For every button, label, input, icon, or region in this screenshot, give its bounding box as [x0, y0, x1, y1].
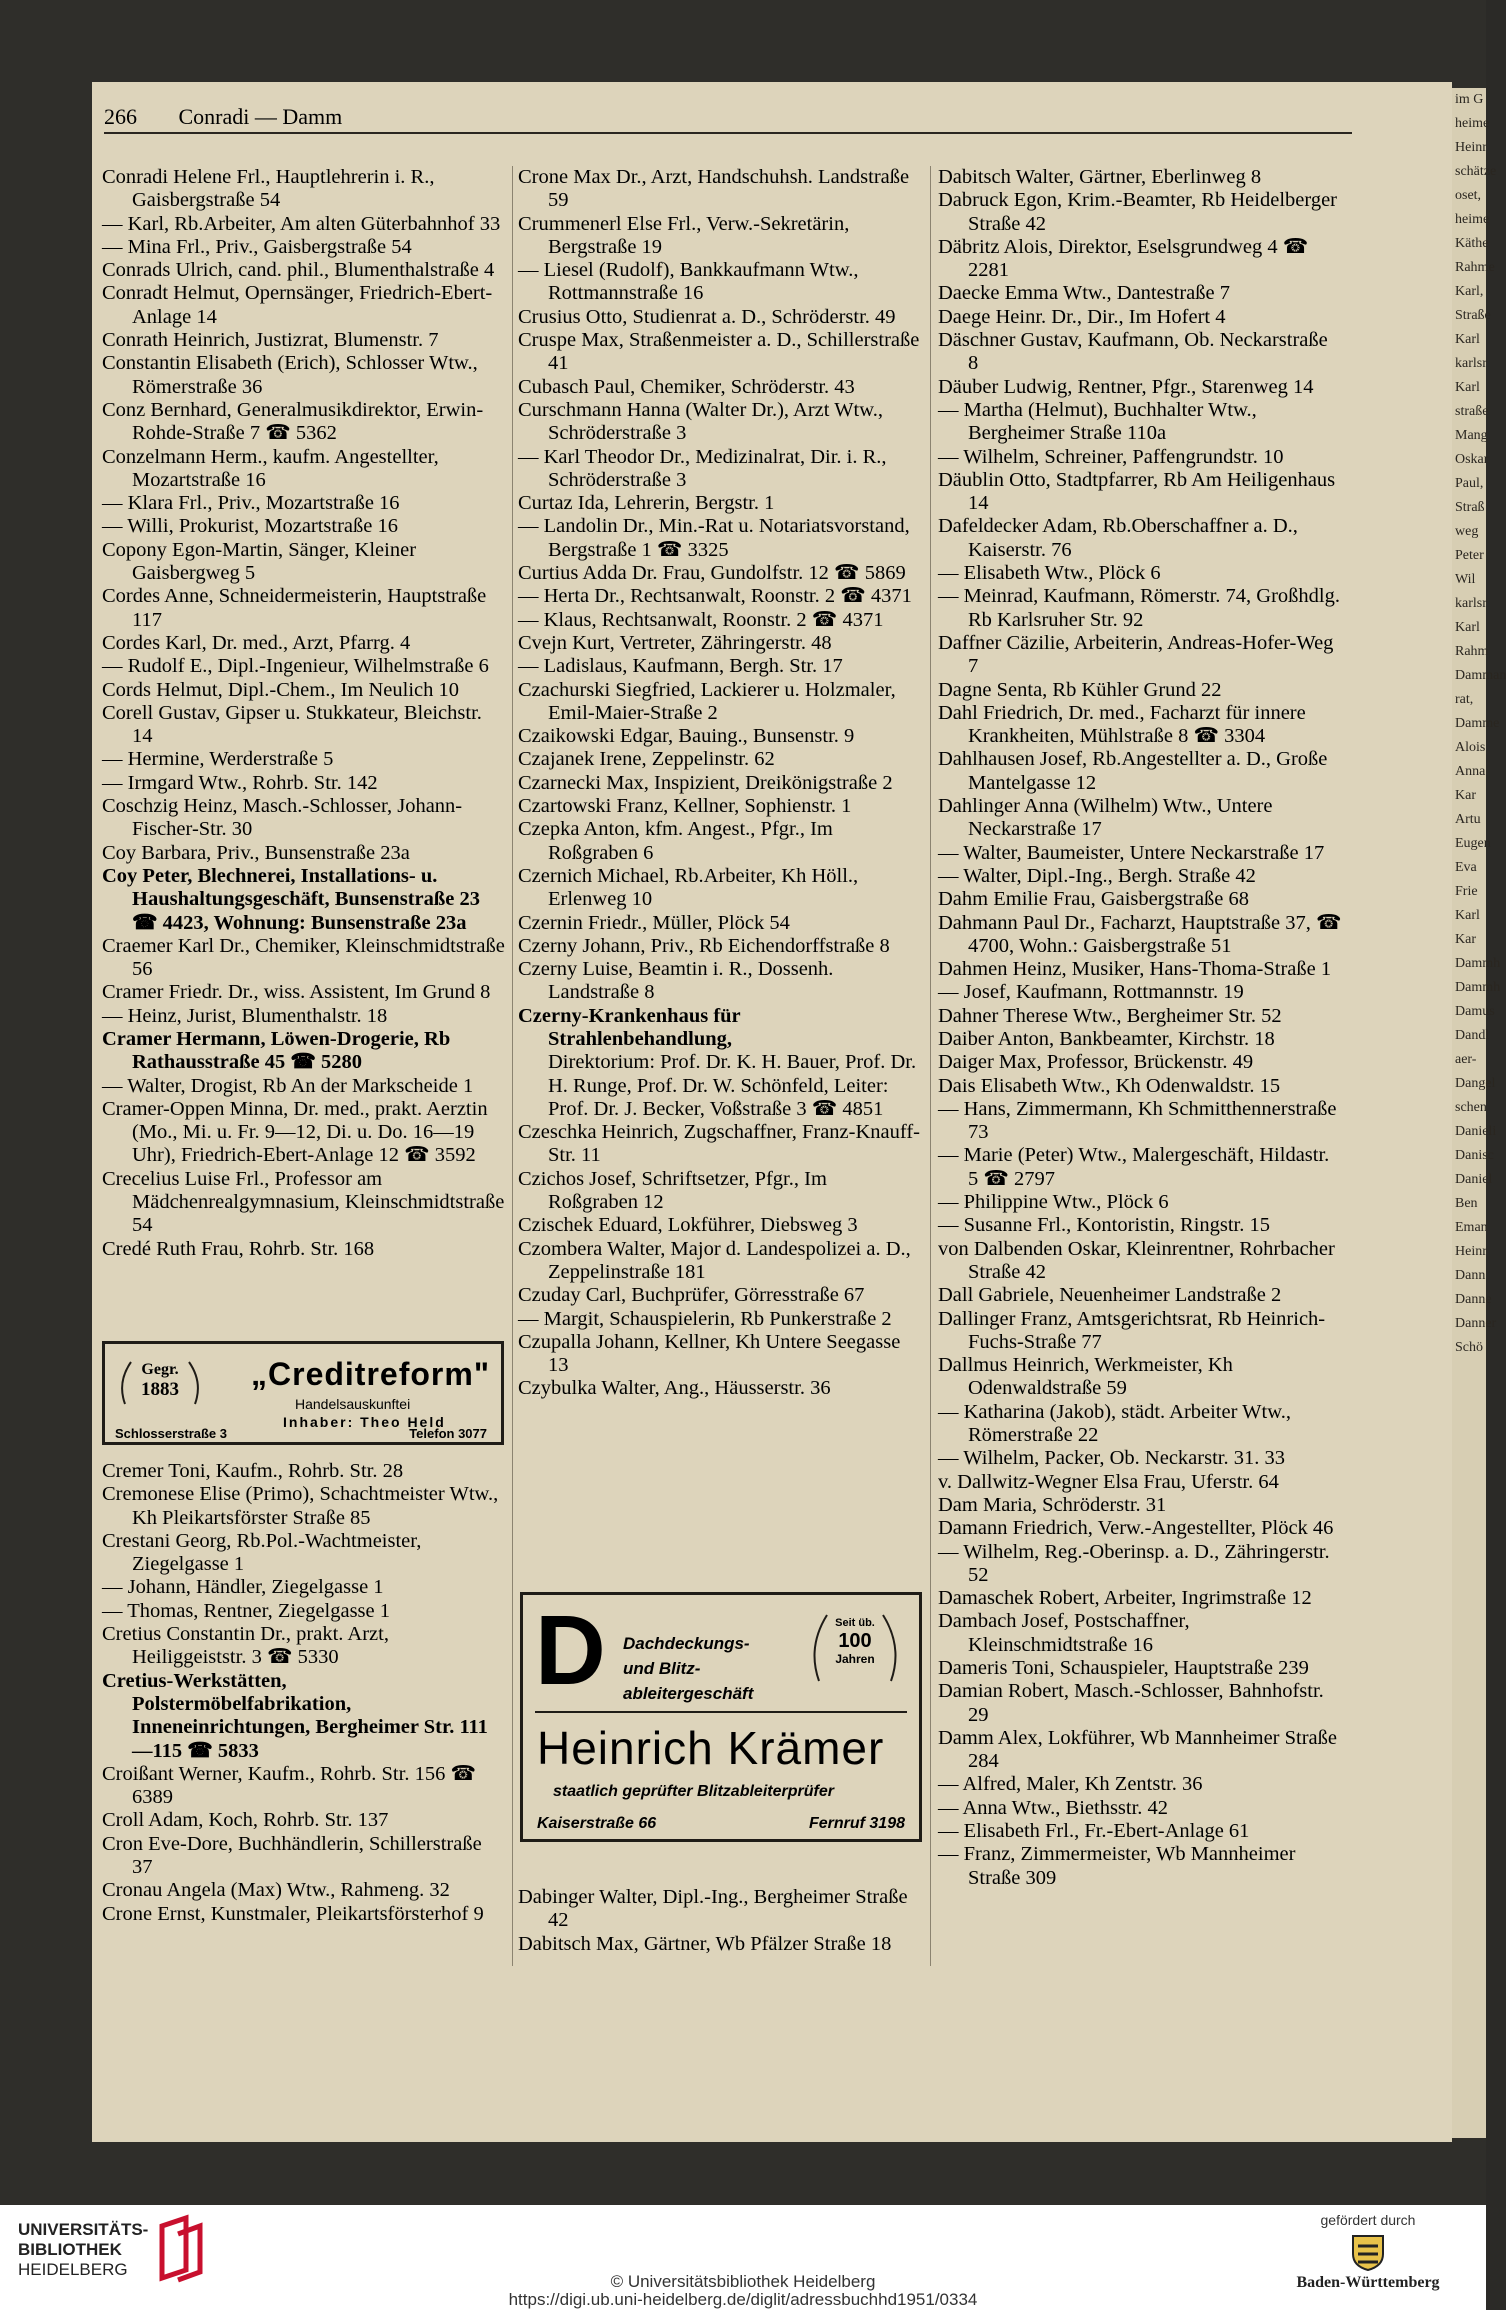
directory-entry: — Walter, Drogist, Rb An der Markscheide 1 — [102, 1074, 474, 1097]
next-page-fragment: aer- — [1455, 1052, 1477, 1067]
directory-entry: Curschmann Hanna (Walter Dr.), Arzt Wtw., Schröderstraße 3 — [518, 398, 883, 445]
next-page-fragment: Karl — [1455, 380, 1480, 395]
directory-entry: Czernin Friedr., Müller, Plöck 54 — [518, 911, 790, 934]
directory-entry: Dafeldecker Adam, Rb.Oberschaffner a. D., Kaiserstr. 76 — [938, 515, 1298, 561]
directory-entry: — Willi, Prokurist, Mozartstraße 16 — [102, 515, 399, 538]
directory-entry: Crone Ernst, Kunstmaler, Pleikartsförsterhof 9 — [102, 1902, 484, 1925]
directory-entry: — Karl Theodor Dr., Medizinalrat, Dir. i. R., Schröderstraße 3 — [518, 445, 887, 491]
directory-entry: Damm Alex, Lokführer, Wb Mannheimer Straße 284 — [938, 1726, 1338, 1773]
directory-entry: Czischek Eduard, Lokführer, Diebsweg 3 — [518, 1214, 858, 1237]
next-page-fragment: heime — [1455, 212, 1490, 227]
page-number: 266 — [104, 104, 137, 129]
directory-entry: Daecke Emma Wtw., Dantestraße 7 — [938, 282, 1231, 305]
directory-entry: Cramer Hermann, Löwen-Drogerie, Rb Rathausstraße 45 ☎ 5280 — [102, 1027, 451, 1074]
directory-entry: Crecelius Luise Frl., Professor am Mädchenrealgymnasium, Kleinschmidtstraße 54 — [102, 1167, 505, 1237]
directory-entry: Czerny-Krankenhaus für Strahlenbehandlung, — [518, 1004, 741, 1050]
next-page-fragment: Karl — [1455, 620, 1480, 635]
kraemer-firm-name: Heinrich Krämer — [537, 1722, 885, 1774]
directory-entry: Craemer Karl Dr., Chemiker, Kleinschmidtstraße 56 — [102, 934, 505, 981]
directory-entry: Czombera Walter, Major d. Landespolizei a. D., Zeppelinstraße 181 — [518, 1237, 911, 1283]
directory-entry: — Hermine, Werderstraße 5 — [102, 748, 334, 771]
directory-entry: Credé Ruth Frau, Rohrb. Str. 168 — [102, 1237, 375, 1260]
directory-entry: — Anna Wtw., Biethsstr. 42 — [938, 1796, 1169, 1819]
creditreform-subtitle: Handelsauskunftei — [295, 1396, 411, 1412]
directory-entry: — Wilhelm, Schreiner, Paffengrundstr. 10 — [938, 445, 1284, 468]
next-page-fragment: weg — [1455, 524, 1479, 539]
column-3 — [938, 166, 1342, 1890]
permalink[interactable]: https://digi.ub.uni-heidelberg.de/diglit/adressbuchhd1951/0334 — [508, 2290, 978, 2309]
next-page-fragment: karlsr — [1455, 356, 1487, 371]
directory-entry: Däublin Otto, Stadtpfarrer, Rb Am Heiligenhaus 14 — [938, 468, 1336, 515]
directory-entry: — Martha (Helmut), Buchhalter Wtw., Bergheimer Straße 110a — [938, 398, 1257, 445]
directory-entry: Cretius Constantin Dr., prakt. Arzt, Heiliggeiststr. 3 ☎ 5330 — [102, 1623, 389, 1669]
next-page-fragment: Danisc — [1455, 1148, 1494, 1163]
next-page-fragment: Eman — [1455, 1220, 1488, 1235]
next-page-fragment: heime — [1455, 116, 1490, 131]
directory-entry: Czybulka Walter, Ang., Häusserstr. 36 — [518, 1377, 831, 1400]
next-page-edge — [1452, 88, 1506, 2138]
directory-entry: — Elisabeth Frl., Fr.-Ebert-Anlage 61 — [938, 1820, 1250, 1843]
directory-entry: Daiger Max, Professor, Brückenstr. 49 — [938, 1051, 1254, 1074]
next-page-fragment: Käthe — [1455, 236, 1489, 251]
next-page-fragment: Danne — [1455, 1292, 1492, 1307]
directory-entry: — Karl, Rb.Arbeiter, Am alten Güterbahnhof 33 — [102, 212, 501, 235]
directory-entry: Curtaz Ida, Lehrerin, Bergstr. 1 — [518, 492, 775, 515]
kraemer-slogan: staatlich geprüfter Blitzableiterprüfer — [553, 1783, 834, 1800]
directory-entry: Daiber Anton, Bankbeamter, Kirchstr. 18 — [938, 1027, 1275, 1050]
next-page-fragment: Heinr — [1455, 140, 1487, 155]
directory-entry: — Ladislaus, Kaufmann, Bergh. Str. 17 — [518, 655, 843, 678]
next-page-fragment: Eva — [1455, 860, 1477, 875]
directory-entry: Dam Maria, Schröderstr. 31 — [938, 1493, 1167, 1516]
directory-entry: Coy Barbara, Priv., Bunsenstraße 23a — [102, 841, 410, 864]
creditreform-ad — [102, 1341, 504, 1445]
directory-entry: Czarnecki Max, Inspizient, Dreikönigstraße 2 — [518, 771, 893, 794]
directory-entry: — Wilhelm, Packer, Ob. Neckarstr. 31. 33 — [938, 1447, 1285, 1470]
directory-entry: — Alfred, Maler, Kh Zentstr. 36 — [938, 1773, 1203, 1796]
directory-entry: Daffner Cäzilie, Arbeiterin, Andreas-Hofer-Weg 7 — [938, 631, 1334, 678]
directory-entry: Conradi Helene Frl., Hauptlehrerin i. R., Gaisbergstraße 54 — [102, 166, 435, 212]
next-page-fragment: Straße — [1455, 308, 1491, 323]
directory-entry: — Heinz, Jurist, Blumenthalstr. 18 — [102, 1004, 388, 1027]
directory-entry: Czajanek Irene, Zeppelinstr. 62 — [518, 748, 775, 771]
directory-entry: Daege Heinr. Dr., Dir., Im Hofert 4 — [938, 305, 1226, 328]
directory-entry: Cremonese Elise (Primo), Schachtmeister Wtw., Kh Pleikartsförster Straße 85 — [102, 1483, 499, 1529]
directory-entry: Dallmus Heinrich, Werkmeister, Kh Odenwaldstraße 59 — [938, 1354, 1233, 1400]
next-page-fragment: Schö — [1455, 1340, 1483, 1355]
directory-entry: — Herta Dr., Rechtsanwalt, Roonstr. 2 ☎ 4371 — [518, 585, 912, 608]
directory-entry: Czartowski Franz, Kellner, Sophienstr. 1 — [518, 795, 852, 818]
directory-entry: Dahner Therese Wtw., Bergheimer Str. 52 — [938, 1004, 1282, 1027]
directory-entry: Dambach Josef, Postschaffner, Kleinschmidtstraße 16 — [938, 1610, 1190, 1656]
kraemer-tagline: Dachdeckungs- und Blitz- ableitergeschäft — [623, 1634, 754, 1703]
library-logo[interactable]: UNIVERSITÄTS- BIBLIOTHEK HEIDELBERG — [18, 2220, 148, 2280]
directory-entry: Damian Robert, Masch.-Schlosser, Bahnhofstr. 29 — [938, 1680, 1324, 1726]
next-page-fragment: Karl — [1455, 332, 1480, 347]
directory-entry: Conrath Heinrich, Justizrat, Blumenstr. 7 — [102, 329, 439, 352]
next-page-fragment: Damus — [1455, 1004, 1495, 1019]
next-page-fragment: schen — [1455, 1100, 1487, 1115]
next-page-fragment: Anna — [1455, 764, 1486, 779]
directory-entry: — Elisabeth Wtw., Plöck 6 — [938, 562, 1161, 585]
directory-entry: Czachurski Siegfried, Lackierer u. Holzmaler, Emil-Maier-Straße 2 — [518, 678, 896, 724]
directory-entry: Cubasch Paul, Chemiker, Schröderstr. 43 — [518, 375, 855, 398]
directory-entry: Dabruck Egon, Krim.-Beamter, Rb Heidelberger Straße 42 — [938, 189, 1337, 235]
directory-entry: — Marie (Peter) Wtw., Malergeschäft, Hildastr. 5 ☎ 2797 — [938, 1144, 1330, 1190]
directory-entry: Czichos Josef, Schriftsetzer, Pfgr., Im Roßgraben 12 — [518, 1167, 827, 1214]
directory-entry: — Landolin Dr., Min.-Rat u. Notariatsvorstand, Bergstraße 1 ☎ 3325 — [518, 515, 910, 561]
next-page-fragment: Dann — [1455, 1268, 1486, 1283]
header-rule — [104, 132, 1352, 134]
next-page-fragment: Daniel — [1455, 1172, 1493, 1187]
directory-entry: Cruspe Max, Straßenmeister a. D., Schillerstraße 41 — [518, 329, 920, 375]
directory-entry: — Mina Frl., Priv., Gaisbergstraße 54 — [102, 235, 412, 258]
directory-entry: — Walter, Baumeister, Untere Neckarstraße 17 — [938, 841, 1325, 864]
directory-entry: Conz Bernhard, Generalmusikdirektor, Erwin-Rohde-Straße 7 ☎ 5362 — [102, 398, 484, 445]
directory-entry: Croll Adam, Koch, Rohrb. Str. 137 — [102, 1809, 389, 1832]
column-1-continued — [102, 1460, 507, 1926]
directory-entry: Dahlinger Anna (Wilhelm) Wtw., Untere Neckarstraße 17 — [938, 795, 1273, 841]
directory-entry: Cordes Karl, Dr. med., Arzt, Pfarrg. 4 — [102, 631, 411, 654]
directory-entry: Crusius Otto, Studienrat a. D., Schröderstr. 49 — [518, 305, 896, 328]
directory-entry: Damaschek Robert, Arbeiter, Ingrimstraße 12 — [938, 1587, 1312, 1610]
next-page-fragment: Artu — [1455, 812, 1481, 827]
directory-entry: Dabinger Walter, Dipl.-Ing., Bergheimer Straße 42 — [518, 1886, 908, 1932]
directory-entry: — Klara Frl., Priv., Mozartstraße 16 — [102, 492, 400, 515]
directory-entry: Dahm Emilie Frau, Gaisbergstraße 68 — [938, 888, 1250, 911]
next-page-fragment: Dangel — [1455, 1076, 1496, 1091]
directory-entry: Cramer Friedr. Dr., wiss. Assistent, Im Grund 8 — [102, 981, 491, 1004]
directory-entry: Däuber Ludwig, Rentner, Pfgr., Starenweg 14 — [938, 375, 1314, 398]
next-page-fragment: Wil — [1455, 572, 1476, 587]
next-page-fragment: straße — [1455, 404, 1489, 419]
directory-entry: Dagne Senta, Rb Kühler Grund 22 — [938, 678, 1222, 701]
next-page-fragment: Peter — [1455, 548, 1484, 563]
directory-entry: — Thomas, Rentner, Ziegelgasse 1 — [102, 1599, 391, 1622]
directory-entry: Dais Elisabeth Wtw., Kh Odenwaldstr. 15 — [938, 1074, 1281, 1097]
copyright-notice: © Universitätsbibliothek Heidelberg — [610, 2272, 876, 2291]
next-page-fragment: Danieli — [1455, 1124, 1497, 1139]
directory-entry: Crummenerl Else Frl., Verw.-Sekretärin, Bergstraße 19 — [518, 212, 850, 258]
next-page-fragment: Straß — [1455, 500, 1485, 515]
directory-entry: Crestani Georg, Rb.Pol.-Wachtmeister, Ziegelgasse 1 — [102, 1529, 422, 1576]
directory-entry: Damann Friedrich, Verw.-Angestellter, Plöck 46 — [938, 1517, 1334, 1540]
directory-entry: Czaikowski Edgar, Bauing., Bunsenstr. 9 — [518, 725, 855, 748]
directory-entry: Cron Eve-Dore, Buchhändlerin, Schillerstraße 37 — [102, 1832, 482, 1879]
directory-entry: Crone Max Dr., Arzt, Handschuhsh. Landstraße 59 — [518, 166, 910, 212]
kraemer-seal: Seit üb. 100 Jahren — [805, 1607, 905, 1687]
kraemer-address: Kaiserstraße 66 — [537, 1815, 657, 1832]
kraemer-ad — [520, 1592, 922, 1842]
directory-entry: Conradt Helmut, Opernsänger, Friedrich-Ebert-Anlage 14 — [102, 282, 493, 328]
next-page-fragment: Heinr — [1455, 1244, 1487, 1259]
directory-entry: — Katharina (Jakob), städt. Arbeiter Wtw., Römerstraße 22 — [938, 1400, 1291, 1447]
directory-entry: Cretius-Werkstätten, Polstermöbelfabrikation, Inneneinrichtungen, Bergheimer Str. 111—115 ☎ 5833 — [102, 1669, 488, 1762]
creditreform-founded: Gegr. 1883 — [115, 1354, 205, 1410]
directory-entry: Czeschka Heinrich, Zugschaffner, Franz-Knauff-Str. 11 — [518, 1121, 920, 1167]
column-2-continued — [518, 1886, 921, 1956]
directory-entry: — Walter, Dipl.-Ing., Bergh. Straße 42 — [938, 864, 1256, 887]
directory-entry: Coschzig Heinz, Masch.-Schlosser, Johann-Fischer-Str. 30 — [102, 795, 463, 841]
next-page-fragment: Frie — [1455, 884, 1478, 899]
directory-entry: Dallinger Franz, Amtsgerichtsrat, Rb Heinrich-Fuchs-Straße 77 — [938, 1307, 1326, 1353]
directory-entry: Copony Egon-Martin, Sänger, Kleiner Gaisbergweg 5 — [102, 538, 417, 585]
next-page-fragment: Dandl — [1455, 1028, 1490, 1043]
sponsor-block: gefördert durch Baden-Württemberg — [1296, 2212, 1440, 2291]
directory-entry: Czernich Michael, Rb.Arbeiter, Kh Höll., Erlenweg 10 — [518, 864, 859, 911]
directory-entry: Dall Gabriele, Neuenheimer Landstraße 2 — [938, 1284, 1282, 1307]
next-page-fragment: Dammh — [1455, 956, 1501, 971]
next-page-fragment: Rahm — [1455, 644, 1489, 659]
creditreform-name: „Creditreform" — [251, 1356, 490, 1392]
next-page-fragment: Karl — [1455, 908, 1480, 923]
next-page-fragment: Mang — [1455, 428, 1488, 443]
next-page-fragment: Dammh — [1455, 980, 1501, 995]
directory-entry: Cremer Toni, Kaufm., Rohrb. Str. 28 — [102, 1460, 404, 1482]
next-page-fragment: schätze — [1455, 164, 1497, 179]
directory-entry: — Liesel (Rudolf), Bankkaufmann Wtw., Rottmannstraße 16 — [518, 259, 859, 305]
directory-entry: — Margit, Schauspielerin, Rb Punkerstraße 2 — [518, 1307, 892, 1330]
kraemer-initial: D — [535, 1595, 606, 1705]
next-page-fragment: im G — [1455, 92, 1484, 107]
creditreform-phone: Telefon 3077 — [409, 1426, 487, 1441]
directory-entry: von Dalbenden Oskar, Kleinrentner, Rohrbacher Straße 42 — [938, 1237, 1335, 1283]
directory-entry: Dahmann Paul Dr., Facharzt, Hauptstraße 37, ☎ 4700, Wohn.: Gaisbergstraße 51 — [938, 911, 1342, 957]
next-page-fragment: Kar — [1455, 788, 1476, 803]
directory-entry: — Philippine Wtw., Plöck 6 — [938, 1191, 1169, 1214]
next-page-fragment: Kar — [1455, 932, 1476, 947]
next-page-fragment: Karl, — [1455, 284, 1484, 299]
directory-entry: Curtius Adda Dr. Frau, Gundolfstr. 12 ☎ 5869 — [518, 562, 906, 585]
directory-entry: Direktorium: Prof. Dr. K. H. Bauer, Prof. Dr. H. Runge, Prof. Dr. W. Schönfeld, Leiter: Prof. Dr. J. Becker, Voßstraße 3 ☎ 4851 — [548, 1051, 917, 1120]
next-page-fragment: Eugen — [1455, 836, 1491, 851]
directory-entry: Dahl Friedrich, Dr. med., Facharzt für innere Krankheiten, Mühlstraße 8 ☎ 3304 — [938, 701, 1306, 748]
directory-entry: Cords Helmut, Dipl.-Chem., Im Neulich 10 — [102, 678, 459, 701]
directory-entry: Dabitsch Walter, Gärtner, Eberlinweg 8 — [938, 166, 1262, 188]
next-page-fragment: Paul, — [1455, 476, 1484, 491]
directory-entry: — Klaus, Rechtsanwalt, Roonstr. 2 ☎ 4371 — [518, 608, 884, 631]
creditreform-owner: Inhaber: Theo Held — [283, 1414, 446, 1430]
next-page-fragment: Damman — [1455, 668, 1506, 683]
directory-entry: — Meinrad, Kaufmann, Römerstr. 74, Großhdlg. Rb Karlsruher Str. 92 — [938, 585, 1340, 631]
next-page-fragment: Alois — [1455, 740, 1486, 755]
directory-entry: Dabitsch Max, Gärtner, Wb Pfälzer Straße 18 — [518, 1932, 892, 1955]
kraemer-phone: Fernruf 3198 — [808, 1815, 905, 1832]
directory-entry: Conrads Ulrich, cand. phil., Blumenthalstraße 4 — [102, 259, 495, 282]
next-page-fragment: oset, — [1455, 188, 1482, 203]
directory-entry: Conzelmann Herm., kaufm. Angestellter, Mozartstraße 16 — [102, 445, 439, 491]
next-page-fragment: rat, — [1455, 692, 1474, 707]
directory-entry: Corell Gustav, Gipser u. Stukkateur, Bleichstr. 14 — [102, 701, 482, 748]
next-page-fragment: Ben — [1455, 1196, 1478, 1211]
directory-entry: Cramer-Oppen Minna, Dr. med., prakt. Aerztin (Mo., Mi. u. Fr. 9—12, Di. u. Do. 16—19 Uhr), Friedrich-Ebert-Anlage 12 ☎ 3592 — [102, 1097, 488, 1167]
directory-entry: — Johann, Händler, Ziegelgasse 1 — [102, 1576, 384, 1599]
directory-entry: — Wilhelm, Reg.-Oberinsp. a. D., Zähringerstr. 52 — [938, 1540, 1330, 1586]
directory-entry: Czerny Luise, Beamtin i. R., Dossenh. Landstraße 8 — [518, 958, 834, 1004]
next-page-fragment: karlsr — [1455, 596, 1487, 611]
directory-entry: — Franz, Zimmermeister, Wb Mannheimer Straße 309 — [938, 1843, 1296, 1889]
directory-entry: Czuday Carl, Buchprüfer, Görresstraße 67 — [518, 1284, 865, 1307]
directory-entry: — Irmgard Wtw., Rohrb. Str. 142 — [102, 771, 378, 794]
page-title: Conradi — Damm — [178, 104, 343, 129]
directory-entry: Däschner Gustav, Kaufmann, Ob. Neckarstraße 8 — [938, 329, 1328, 375]
next-page-fragment: Oskar — [1455, 452, 1489, 467]
directory-entry: Dahlhausen Josef, Rb.Angestellter a. D., Große Mantelgasse 12 — [938, 748, 1328, 794]
next-page-fragment: Danner — [1455, 1316, 1497, 1331]
column-separator — [930, 166, 931, 1966]
directory-entry: Constantin Elisabeth (Erich), Schlosser Wtw., Römerstraße 36 — [102, 352, 478, 398]
directory-entry: — Susanne Frl., Kontoristin, Ringstr. 15 — [938, 1214, 1271, 1237]
column-2 — [518, 166, 921, 1401]
column-1 — [102, 166, 507, 1261]
kraemer-divider — [535, 1711, 907, 1713]
directory-entry: Cronau Angela (Max) Wtw., Rahmeng. 32 — [102, 1879, 450, 1902]
directory-entry: Czerny Johann, Priv., Rb Eichendorffstraße 8 — [518, 934, 890, 957]
directory-entry: Dameris Toni, Schauspieler, Hauptstraße 239 — [938, 1657, 1309, 1679]
directory-entry: — Hans, Zimmermann, Kh Schmitthennerstraße 73 — [938, 1097, 1337, 1144]
directory-entry: Coy Peter, Blechnerei, Installations- u. Haushaltungsgeschäft, Bunsenstraße 23 ☎ 4423, Wohnung: Bunsenstraße 23a — [102, 864, 480, 934]
directory-entry: Czupalla Johann, Kellner, Kh Untere Seegasse 13 — [518, 1330, 901, 1377]
directory-entry: Dahmen Heinz, Musiker, Hans-Thoma-Straße 1 — [938, 958, 1332, 981]
directory-entry: — Josef, Kaufmann, Rottmannstr. 19 — [938, 981, 1244, 1004]
directory-entry: — Rudolf E., Dipl.-Ingenieur, Wilhelmstraße 6 — [102, 655, 489, 678]
directory-entry: Däbritz Alois, Direktor, Eselsgrundweg 4 ☎ 2281 — [938, 235, 1309, 282]
creditreform-address: Schlosserstraße 3 — [115, 1426, 228, 1441]
page-header — [104, 104, 342, 130]
directory-entry: Cordes Anne, Schneidermeisterin, Hauptstraße 117 — [102, 585, 487, 631]
column-separator — [512, 166, 513, 1966]
next-page-fragment: Damme — [1455, 716, 1500, 731]
directory-entry: Croißant Werner, Kaufm., Rohrb. Str. 156 ☎ 6389 — [102, 1762, 476, 1809]
directory-entry: Czepka Anton, kfm. Angest., Pfgr., Im Roßgraben 6 — [518, 818, 833, 864]
directory-entry: Cvejn Kurt, Vertreter, Zähringerstr. 48 — [518, 631, 832, 654]
directory-entry: v. Dallwitz-Wegner Elsa Frau, Uferstr. 64 — [938, 1470, 1279, 1493]
next-page-fragment: Rahme — [1455, 260, 1495, 275]
coat-of-arms-icon — [1345, 2232, 1391, 2272]
